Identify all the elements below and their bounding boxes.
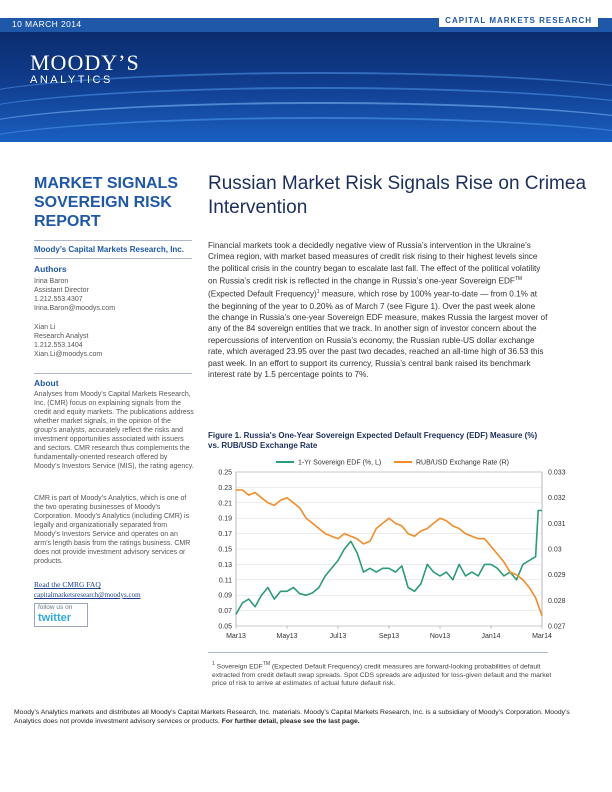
author-role: Assistant Director [34,287,89,294]
author-2 [34,323,194,359]
y-right-tick-label: 0.028 [548,597,566,605]
y-left-tick-label: 0.15 [218,546,232,554]
author-phone: 1.212.553.1404 [34,342,83,349]
twitter-follow-button[interactable] [34,603,88,627]
email-link[interactable]: capitalmarketsresearch@moodys.com [34,591,141,599]
y-left-tick-label: 0.05 [218,623,232,631]
x-tick-label: Jul13 [329,633,347,640]
y-left-tick-label: 0.19 [218,515,232,523]
author-phone: 1.212.553.4307 [34,296,83,303]
divider [34,240,192,241]
y-left-tick-label: 0.25 [218,469,232,477]
legend-label-1: 1-Yr Sovereign EDF (%, L) [298,459,382,467]
y-left-tick-label: 0.21 [218,500,232,508]
y-right-tick-label: 0.03 [548,546,562,554]
org-name: Moody’s Capital Markets Research, Inc. [34,245,184,254]
author-email[interactable]: Xian.Li@moodys.com [34,351,103,358]
hero-banner [0,32,612,142]
y-left-tick-label: 0.13 [218,561,232,569]
author-1 [34,277,194,313]
y-left-tick-label: 0.17 [218,531,232,539]
y-left-tick-label: 0.23 [218,484,232,492]
y-left-tick-label: 0.09 [218,592,232,600]
logo-sub: ANALYTICS [30,74,113,86]
about-paragraph-1: Analyses from Moody’s Capital Markets Research, Inc. (CMR) focus on explaining signals from the credit and equity markets. The publications address whether market signals, in the opinion of the group’s analysts, accurately reflect the risks and investment opportunities associated with issuers and sectors. CMR research thus complements the fundamentally-oriented research offered by Moody’s Investors Service (MIS), the rating agency. [34,391,194,470]
series-label: CAPITAL MARKETS RESEARCH [439,14,598,27]
twitter-logo: twitter [38,612,71,624]
legend-label-2: RUB/USD Exchange Rate (R) [416,459,509,467]
y-right-tick-label: 0.027 [548,623,566,631]
divider [34,373,192,374]
y-right-tick-label: 0.032 [548,495,566,503]
y-right-tick-label: 0.033 [548,469,566,477]
y-right-tick-label: 0.031 [548,520,566,528]
disclaimer: Moody’s Analytics markets and distributes all Moody’s Capital Markets Research, Inc. materials. Moody’s Capital Markets Research, Inc. is a subsidiary of Moody’s Corporation. Moody’s Analytics does not provide investment advisory services or products. For further detail, please see the last page. [14,709,570,725]
x-tick-label: Mar14 [532,633,552,640]
y-left-tick-label: 0.07 [218,608,232,616]
y-left-tick-label: 0.11 [218,577,232,585]
x-tick-label: Sep13 [378,633,400,640]
authors-heading: Authors [34,264,67,274]
x-tick-label: Nov13 [429,633,451,640]
x-tick-label: Jan14 [481,633,501,640]
footnote-divider [208,652,548,653]
about-paragraph-2: CMR is part of Moody’s Analytics, which is one of the two operating businesses of Moody’s Corporation. Moody’s Analytics (including CMR) is legally and organizationally separated from Moody’s Investors Service and operates on an arm’s length basis from the ratings business. CMR does not provide investment advisory services or products. [34,495,191,565]
logo-main: MOODY’S [30,50,140,75]
report-date: 10 MARCH 2014 [12,19,82,29]
article-body: Financial markets took a decidedly negative view of Russia’s intervention in the Ukraine’s Crimea region, with market based measures of credit risk rising to their highest levels since the political crisis in the country began to escalate last fall. The effect of the political volatility on Russia’s credit risk is reflected in the change in Russia’s one-year Sovereign EDF™ (Expected Default Frequency)$^1$ measure, which rose by 100% year-to-date — from 0.1% at the beginning of the year to 0.20% as of March 7 (see Figure 1). Over the past week alone the change in Russia’s one-year Sovereign EDF measure, makes Russia the largest mover of any of the 84 sovereign entities that we track. In another sign of investor concern about the repercussions of intervention on Russia’s economy, the Russian ruble-US dollar exchange rate, which averaged 23.95 over the past two decades, reached an all-time high of 36.53 this past week. In an effort to support its currency, Russia’s central bank raised its benchmark interest rate by 1.5 percentage points to 7%. [208,241,548,379]
figure-title: Figure 1. Russia's One-Year Sovereign Expected Default Frequency (EDF) Measure (%) vs. RUB/USD Exchange Rate [208,431,538,450]
divider [34,258,192,259]
x-tick-label: May13 [276,633,298,640]
author-email[interactable]: Irina.Baron@moodys.com [34,305,116,312]
follow-text: follow us on [38,604,73,611]
edf-vs-rub-chart [204,452,578,644]
author-name: Irina Baron [34,278,69,285]
author-role: Research Analyst [34,333,89,340]
about-heading: About [34,378,59,388]
x-tick-label: Mar13 [226,633,246,640]
y-right-tick-label: 0.029 [548,572,566,580]
author-name: Xian Li [34,324,56,331]
footnote: $^1$ Sovereign EDF™ (Expected Default Frequency) credit measures are forward-looking probabilities of default extracted from credit default swap spreads. Spot CDS spreads are adjusted for loss-given default and the market price of risk to arrive at estimates of actual future default risk. [212,661,552,688]
moodys-analytics-logo [30,50,140,86]
article-title: Russian Market Risk Signals Rise on Crimea Intervention [208,173,587,218]
report-title: MARKET SIGNALS SOVEREIGN RISK REPORT [34,175,178,230]
faq-link[interactable]: Read the CMRG FAQ [34,580,101,589]
